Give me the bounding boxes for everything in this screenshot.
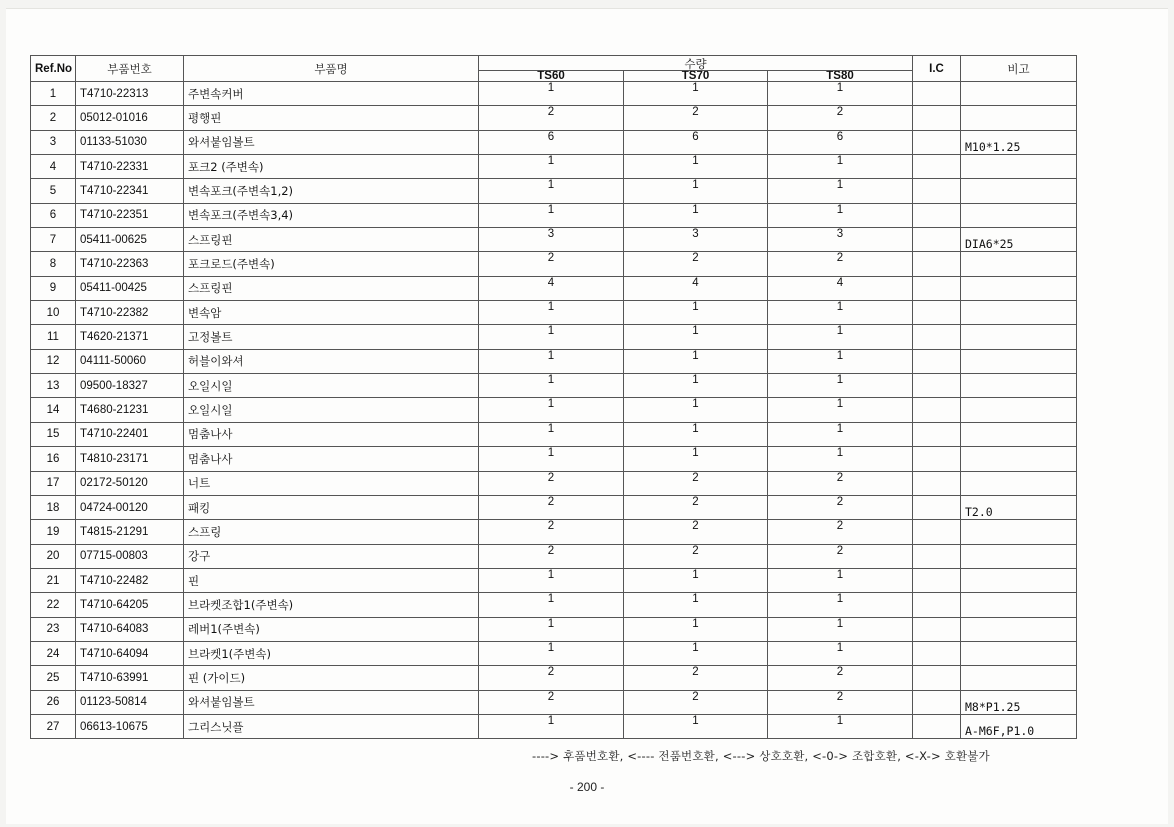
ic-cell — [913, 666, 961, 690]
table-row — [31, 641, 1077, 665]
ic-cell — [913, 690, 961, 714]
ic-cell — [913, 301, 961, 325]
header-part-number: 부품번호 — [76, 56, 184, 82]
qty-ts70-cell: 2 — [624, 544, 768, 568]
ref-number-cell: 14 — [31, 398, 76, 422]
note-cell — [961, 276, 1077, 300]
ic-cell — [913, 714, 961, 738]
header-quantity: 수량 — [479, 56, 913, 71]
ic-cell — [913, 544, 961, 568]
qty-ts70-cell: 2 — [624, 106, 768, 130]
header-ic: I.C — [913, 56, 961, 82]
ic-cell — [913, 641, 961, 665]
ref-number-cell: 16 — [31, 447, 76, 471]
qty-ts70-cell: 1 — [624, 447, 768, 471]
qty-ts60-cell: 1 — [479, 301, 624, 325]
ref-number-cell: 22 — [31, 593, 76, 617]
table-row — [31, 544, 1077, 568]
qty-ts80-cell: 1 — [768, 203, 913, 227]
ic-cell — [913, 252, 961, 276]
note-cell: M10*1.25 — [961, 130, 1077, 154]
note-cell: A-M6F,P1.0 — [961, 714, 1077, 738]
part-number-cell: T4680-21231 — [76, 398, 184, 422]
ref-number-cell: 21 — [31, 568, 76, 592]
ic-cell — [913, 398, 961, 422]
ref-number-cell: 12 — [31, 349, 76, 373]
ic-cell — [913, 422, 961, 446]
qty-ts80-cell: 1 — [768, 617, 913, 641]
qty-ts60-cell: 1 — [479, 349, 624, 373]
part-number-cell: 02172-50120 — [76, 471, 184, 495]
part-name-cell: 평행핀 — [184, 106, 479, 130]
qty-ts60-cell: 1 — [479, 203, 624, 227]
part-number-cell: T4815-21291 — [76, 520, 184, 544]
part-name-cell: 스프링 — [184, 520, 479, 544]
part-number-cell: 01123-50814 — [76, 690, 184, 714]
table-row — [31, 398, 1077, 422]
interchangeability-legend: ----> 후품번호환, <---- 전품번호환, <---> 상호호환, <-0-> 조합호환, <-X-> 호환불가 — [532, 749, 990, 763]
header-model-ts60: TS60 — [479, 71, 624, 82]
table-row — [31, 617, 1077, 641]
qty-ts80-cell: 1 — [768, 155, 913, 179]
part-number-cell: 01133-51030 — [76, 130, 184, 154]
qty-ts80-cell: 1 — [768, 568, 913, 592]
table-row — [31, 447, 1077, 471]
ref-number-cell: 23 — [31, 617, 76, 641]
qty-ts70-cell: 1 — [624, 179, 768, 203]
qty-ts70-cell: 1 — [624, 349, 768, 373]
table-row — [31, 252, 1077, 276]
note-cell — [961, 349, 1077, 373]
table-row — [31, 495, 1077, 519]
qty-ts80-cell: 1 — [768, 301, 913, 325]
qty-ts80-cell: 1 — [768, 422, 913, 446]
ref-number-cell: 17 — [31, 471, 76, 495]
qty-ts70-cell: 1 — [624, 641, 768, 665]
qty-ts80-cell: 2 — [768, 666, 913, 690]
note-cell — [961, 447, 1077, 471]
part-number-cell: T4710-22401 — [76, 422, 184, 446]
qty-ts70-cell: 2 — [624, 495, 768, 519]
qty-ts60-cell: 2 — [479, 106, 624, 130]
ic-cell — [913, 106, 961, 130]
qty-ts80-cell: 2 — [768, 106, 913, 130]
ic-cell — [913, 349, 961, 373]
ref-number-cell: 1 — [31, 82, 76, 106]
part-name-cell: 핀 (가이드) — [184, 666, 479, 690]
table-row — [31, 422, 1077, 446]
note-cell — [961, 666, 1077, 690]
ic-cell — [913, 130, 961, 154]
ref-number-cell: 20 — [31, 544, 76, 568]
qty-ts60-cell: 2 — [479, 495, 624, 519]
part-name-cell: 와셔붙임볼트 — [184, 130, 479, 154]
note-cell — [961, 568, 1077, 592]
table-row — [31, 690, 1077, 714]
table-row — [31, 568, 1077, 592]
qty-ts70-cell: 2 — [624, 252, 768, 276]
part-name-cell: 브라켓조합1(주변속) — [184, 593, 479, 617]
qty-ts80-cell: 2 — [768, 471, 913, 495]
note-cell — [961, 593, 1077, 617]
qty-ts80-cell: 2 — [768, 690, 913, 714]
ref-number-cell: 25 — [31, 666, 76, 690]
table-row — [31, 471, 1077, 495]
ref-number-cell: 15 — [31, 422, 76, 446]
qty-ts60-cell: 1 — [479, 593, 624, 617]
ref-number-cell: 24 — [31, 641, 76, 665]
qty-ts70-cell: 1 — [624, 593, 768, 617]
table-row — [31, 106, 1077, 130]
ic-cell — [913, 325, 961, 349]
table-row — [31, 325, 1077, 349]
qty-ts70-cell: 2 — [624, 690, 768, 714]
qty-ts60-cell: 2 — [479, 690, 624, 714]
qty-ts80-cell: 2 — [768, 520, 913, 544]
header-ref-no: Ref.No — [31, 56, 76, 82]
note-cell — [961, 471, 1077, 495]
part-number-cell: T4710-22341 — [76, 179, 184, 203]
ref-number-cell: 6 — [31, 203, 76, 227]
note-cell — [961, 82, 1077, 106]
part-number-cell: 07715-00803 — [76, 544, 184, 568]
part-number-cell: T4710-22351 — [76, 203, 184, 227]
qty-ts80-cell: 1 — [768, 349, 913, 373]
qty-ts60-cell: 1 — [479, 714, 624, 738]
ic-cell — [913, 495, 961, 519]
table-row — [31, 228, 1077, 252]
qty-ts60-cell: 2 — [479, 471, 624, 495]
ref-number-cell: 4 — [31, 155, 76, 179]
table-row — [31, 714, 1077, 738]
qty-ts60-cell: 1 — [479, 422, 624, 446]
qty-ts80-cell: 1 — [768, 179, 913, 203]
part-name-cell: 스프링핀 — [184, 276, 479, 300]
ic-cell — [913, 82, 961, 106]
qty-ts60-cell: 1 — [479, 447, 624, 471]
part-number-cell: T4710-22382 — [76, 301, 184, 325]
ic-cell — [913, 447, 961, 471]
part-name-cell: 레버1(주변속) — [184, 617, 479, 641]
ic-cell — [913, 203, 961, 227]
part-number-cell: 04724-00120 — [76, 495, 184, 519]
part-name-cell: 와셔붙임볼트 — [184, 690, 479, 714]
ic-cell — [913, 276, 961, 300]
table-row — [31, 155, 1077, 179]
qty-ts70-cell: 1 — [624, 82, 768, 106]
ref-number-cell: 18 — [31, 495, 76, 519]
qty-ts60-cell: 1 — [479, 325, 624, 349]
part-number-cell: 09500-18327 — [76, 374, 184, 398]
part-name-cell: 포크2 (주변속) — [184, 155, 479, 179]
ic-cell — [913, 617, 961, 641]
part-name-cell: 변속암 — [184, 301, 479, 325]
part-name-cell: 변속포크(주변속3,4) — [184, 203, 479, 227]
qty-ts60-cell: 6 — [479, 130, 624, 154]
part-name-cell: 오일시일 — [184, 374, 479, 398]
part-number-cell: T4620-21371 — [76, 325, 184, 349]
note-cell — [961, 617, 1077, 641]
part-name-cell: 그리스닛플 — [184, 714, 479, 738]
qty-ts60-cell: 2 — [479, 666, 624, 690]
qty-ts80-cell: 2 — [768, 252, 913, 276]
part-number-cell: 05411-00625 — [76, 228, 184, 252]
table-row — [31, 179, 1077, 203]
part-number-cell: T4710-63991 — [76, 666, 184, 690]
qty-ts80-cell: 6 — [768, 130, 913, 154]
part-name-cell: 강구 — [184, 544, 479, 568]
qty-ts70-cell: 1 — [624, 714, 768, 738]
ic-cell — [913, 155, 961, 179]
table-row — [31, 301, 1077, 325]
part-number-cell: T4710-22313 — [76, 82, 184, 106]
qty-ts80-cell: 1 — [768, 82, 913, 106]
part-name-cell: 패킹 — [184, 495, 479, 519]
part-name-cell: 멈춤나사 — [184, 422, 479, 446]
ic-cell — [913, 471, 961, 495]
qty-ts80-cell: 2 — [768, 544, 913, 568]
qty-ts60-cell: 1 — [479, 179, 624, 203]
ref-number-cell: 8 — [31, 252, 76, 276]
table-row — [31, 593, 1077, 617]
header-model-ts70: TS70 — [624, 71, 768, 82]
qty-ts80-cell: 1 — [768, 641, 913, 665]
table-row — [31, 203, 1077, 227]
note-cell — [961, 422, 1077, 446]
part-number-cell: 05012-01016 — [76, 106, 184, 130]
qty-ts80-cell: 1 — [768, 325, 913, 349]
table-row — [31, 82, 1077, 106]
ref-number-cell: 5 — [31, 179, 76, 203]
part-name-cell: 고정볼트 — [184, 325, 479, 349]
note-cell — [961, 106, 1077, 130]
part-number-cell: T4810-23171 — [76, 447, 184, 471]
qty-ts80-cell: 4 — [768, 276, 913, 300]
qty-ts60-cell: 1 — [479, 617, 624, 641]
qty-ts60-cell: 3 — [479, 228, 624, 252]
ref-number-cell: 9 — [31, 276, 76, 300]
part-name-cell: 멈춤나사 — [184, 447, 479, 471]
qty-ts60-cell: 1 — [479, 641, 624, 665]
ref-number-cell: 26 — [31, 690, 76, 714]
qty-ts60-cell: 1 — [479, 82, 624, 106]
qty-ts60-cell: 1 — [479, 374, 624, 398]
qty-ts60-cell: 1 — [479, 398, 624, 422]
part-name-cell: 포크로드(주변속) — [184, 252, 479, 276]
note-cell — [961, 520, 1077, 544]
qty-ts70-cell: 1 — [624, 398, 768, 422]
part-name-cell: 변속포크(주변속1,2) — [184, 179, 479, 203]
qty-ts70-cell: 1 — [624, 325, 768, 349]
qty-ts60-cell: 1 — [479, 155, 624, 179]
ref-number-cell: 27 — [31, 714, 76, 738]
note-cell — [961, 155, 1077, 179]
note-cell — [961, 544, 1077, 568]
note-cell — [961, 374, 1077, 398]
part-number-cell: T4710-22482 — [76, 568, 184, 592]
qty-ts60-cell: 2 — [479, 544, 624, 568]
header-note: 비고 — [961, 56, 1077, 82]
part-number-cell: T4710-64083 — [76, 617, 184, 641]
part-name-cell: 브라켓1(주변속) — [184, 641, 479, 665]
ref-number-cell: 11 — [31, 325, 76, 349]
note-cell: DIA6*25 — [961, 228, 1077, 252]
qty-ts80-cell: 1 — [768, 398, 913, 422]
qty-ts60-cell: 4 — [479, 276, 624, 300]
qty-ts60-cell: 2 — [479, 252, 624, 276]
qty-ts70-cell: 6 — [624, 130, 768, 154]
note-cell — [961, 301, 1077, 325]
note-cell — [961, 641, 1077, 665]
qty-ts80-cell: 1 — [768, 593, 913, 617]
part-number-cell: 04111-50060 — [76, 349, 184, 373]
qty-ts80-cell: 1 — [768, 374, 913, 398]
qty-ts70-cell: 1 — [624, 568, 768, 592]
qty-ts80-cell: 3 — [768, 228, 913, 252]
qty-ts70-cell: 1 — [624, 155, 768, 179]
part-number-cell: 05411-00425 — [76, 276, 184, 300]
note-cell — [961, 252, 1077, 276]
table-row — [31, 520, 1077, 544]
table-row — [31, 130, 1077, 154]
ic-cell — [913, 520, 961, 544]
qty-ts80-cell: 1 — [768, 714, 913, 738]
qty-ts60-cell: 1 — [479, 568, 624, 592]
note-cell — [961, 203, 1077, 227]
qty-ts70-cell: 1 — [624, 422, 768, 446]
qty-ts80-cell: 1 — [768, 447, 913, 471]
ref-number-cell: 7 — [31, 228, 76, 252]
table-row — [31, 374, 1077, 398]
ic-cell — [913, 374, 961, 398]
ref-number-cell: 10 — [31, 301, 76, 325]
part-number-cell: T4710-64205 — [76, 593, 184, 617]
ref-number-cell: 2 — [31, 106, 76, 130]
header-part-name: 부품명 — [184, 56, 479, 82]
ic-cell — [913, 228, 961, 252]
qty-ts70-cell: 3 — [624, 228, 768, 252]
qty-ts70-cell: 1 — [624, 203, 768, 227]
note-cell: M8*P1.25 — [961, 690, 1077, 714]
parts-table-body — [31, 82, 1077, 739]
note-cell — [961, 325, 1077, 349]
ref-number-cell: 19 — [31, 520, 76, 544]
page-number: - 200 - — [569, 780, 605, 794]
header-model-ts80: TS80 — [768, 71, 913, 82]
part-name-cell: 핀 — [184, 568, 479, 592]
table-row — [31, 276, 1077, 300]
note-cell: T2.0 — [961, 495, 1077, 519]
qty-ts70-cell: 2 — [624, 666, 768, 690]
note-cell — [961, 179, 1077, 203]
ic-cell — [913, 568, 961, 592]
qty-ts80-cell: 2 — [768, 495, 913, 519]
ic-cell — [913, 593, 961, 617]
part-name-cell: 주변속커버 — [184, 82, 479, 106]
qty-ts70-cell: 1 — [624, 374, 768, 398]
ic-cell — [913, 179, 961, 203]
part-name-cell: 오일시일 — [184, 398, 479, 422]
part-name-cell: 너트 — [184, 471, 479, 495]
ref-number-cell: 13 — [31, 374, 76, 398]
parts-table — [30, 55, 1077, 739]
qty-ts70-cell: 1 — [624, 617, 768, 641]
qty-ts70-cell: 2 — [624, 471, 768, 495]
ref-number-cell: 3 — [31, 130, 76, 154]
qty-ts70-cell: 1 — [624, 301, 768, 325]
table-row — [31, 666, 1077, 690]
part-number-cell: T4710-22363 — [76, 252, 184, 276]
qty-ts70-cell: 2 — [624, 520, 768, 544]
table-row — [31, 349, 1077, 373]
part-number-cell: 06613-10675 — [76, 714, 184, 738]
part-name-cell: 스프링핀 — [184, 228, 479, 252]
qty-ts70-cell: 4 — [624, 276, 768, 300]
part-name-cell: 허블이와셔 — [184, 349, 479, 373]
part-number-cell: T4710-22331 — [76, 155, 184, 179]
note-cell — [961, 398, 1077, 422]
part-number-cell: T4710-64094 — [76, 641, 184, 665]
qty-ts60-cell: 2 — [479, 520, 624, 544]
